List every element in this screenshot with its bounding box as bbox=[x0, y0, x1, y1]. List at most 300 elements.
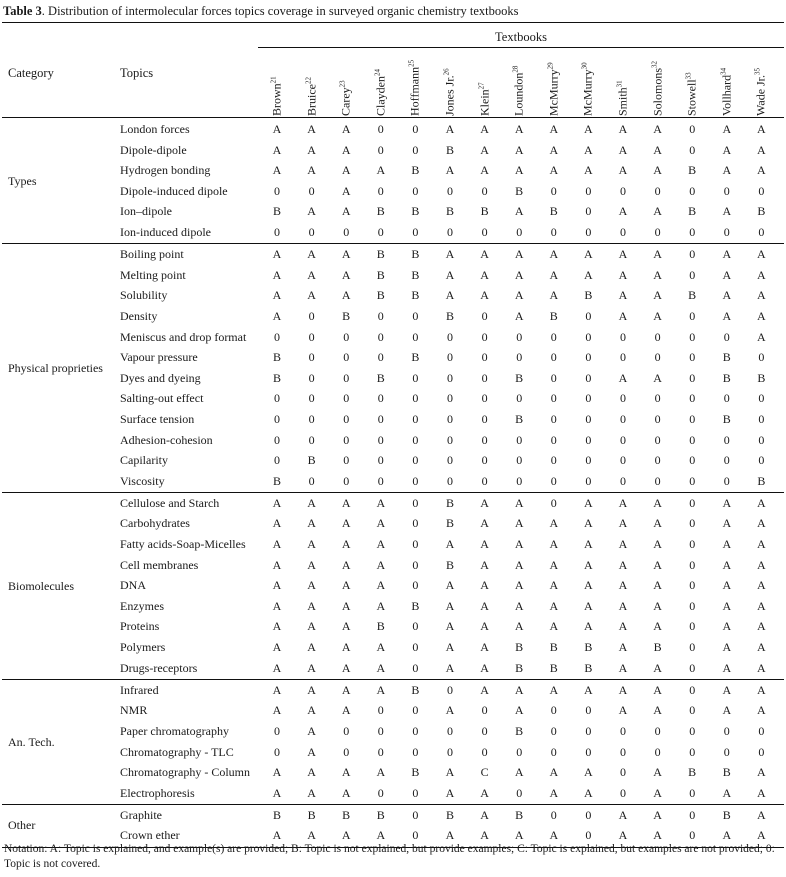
coverage-cell: 0 bbox=[308, 225, 315, 239]
coverage-cell: A bbox=[445, 288, 455, 303]
coverage-cell: 0 bbox=[585, 411, 592, 426]
coverage-cell: 0 bbox=[447, 391, 453, 406]
topic-label: Surface tension bbox=[120, 411, 195, 426]
coverage-cell: A bbox=[445, 619, 455, 634]
coverage-cell: 0 bbox=[585, 308, 592, 323]
coverage-cell: 0 bbox=[377, 142, 384, 157]
textbook-ref: 23 bbox=[338, 80, 347, 88]
coverage-cell: 0 bbox=[481, 350, 488, 365]
coverage-cell: 0 bbox=[412, 432, 419, 447]
coverage-cell: 0 bbox=[481, 432, 488, 447]
coverage-cell: 0 bbox=[550, 370, 557, 385]
coverage-cell: C bbox=[480, 765, 489, 780]
coverage-cell: B bbox=[376, 619, 385, 634]
coverage-cell: A bbox=[722, 598, 732, 613]
coverage-cell: B bbox=[342, 308, 351, 323]
coverage-cell: 0 bbox=[620, 225, 626, 239]
coverage-cell: A bbox=[376, 660, 386, 675]
coverage-cell: B bbox=[307, 807, 316, 822]
coverage-cell: B bbox=[515, 370, 524, 385]
coverage-cell: 0 bbox=[412, 308, 419, 323]
table-row bbox=[0, 347, 786, 368]
textbook-ref: 33 bbox=[684, 72, 693, 80]
coverage-cell: 0 bbox=[481, 473, 488, 488]
textbook-name: Hoffmann bbox=[407, 66, 422, 116]
coverage-cell: 0 bbox=[654, 391, 661, 406]
coverage-cell: A bbox=[618, 122, 628, 136]
coverage-cell: A bbox=[584, 619, 593, 634]
coverage-cell: A bbox=[307, 785, 316, 800]
coverage-cell: A bbox=[272, 557, 282, 572]
coverage-cell: A bbox=[445, 247, 455, 262]
coverage-cell: A bbox=[341, 828, 351, 843]
topic-label: Melting point bbox=[120, 267, 186, 282]
coverage-cell: A bbox=[341, 183, 351, 198]
coverage-cell: 0 bbox=[481, 391, 488, 406]
coverage-cell: A bbox=[757, 163, 766, 178]
table-row bbox=[0, 181, 786, 202]
textbook-header bbox=[475, 48, 495, 116]
coverage-cell: 0 bbox=[481, 329, 488, 344]
textbook-header bbox=[613, 48, 633, 116]
coverage-cell: A bbox=[722, 495, 732, 510]
textbook-ref: 25 bbox=[407, 59, 416, 67]
coverage-cell: B bbox=[688, 765, 697, 780]
coverage-cell: 0 bbox=[689, 225, 696, 239]
textbook-ref: 24 bbox=[373, 69, 382, 76]
textbooks-header: Textbooks bbox=[495, 30, 547, 44]
coverage-cell: B bbox=[307, 453, 316, 468]
textbook-header bbox=[648, 48, 668, 116]
topic-label: Proteins bbox=[120, 619, 160, 634]
topic-label: Dipole-dipole bbox=[120, 142, 187, 157]
topic-label: Capilarity bbox=[120, 453, 168, 468]
coverage-cell: 0 bbox=[447, 350, 453, 365]
table-row bbox=[0, 513, 786, 534]
coverage-cell: 0 bbox=[758, 391, 765, 406]
coverage-cell: 0 bbox=[481, 183, 488, 198]
coverage-cell: B bbox=[376, 247, 385, 262]
coverage-cell: A bbox=[618, 370, 628, 385]
coverage-cell: 0 bbox=[377, 225, 384, 239]
coverage-cell: B bbox=[272, 370, 281, 385]
coverage-cell: 0 bbox=[550, 183, 557, 198]
coverage-cell: 0 bbox=[620, 744, 626, 759]
table-row bbox=[0, 534, 786, 555]
coverage-cell: B bbox=[584, 640, 593, 654]
coverage-cell: 0 bbox=[585, 391, 592, 406]
coverage-cell: 0 bbox=[412, 828, 419, 843]
coverage-cell: B bbox=[272, 350, 281, 365]
coverage-cell: 0 bbox=[343, 473, 350, 488]
coverage-cell: 0 bbox=[377, 723, 384, 738]
coverage-cell: B bbox=[445, 557, 454, 572]
coverage-cell: 0 bbox=[377, 703, 384, 718]
coverage-cell: A bbox=[341, 537, 351, 551]
coverage-cell: A bbox=[514, 308, 524, 323]
category-label: Physical proprieties bbox=[8, 360, 103, 375]
top-rule bbox=[2, 22, 784, 23]
coverage-cell: A bbox=[722, 785, 732, 800]
coverage-cell: A bbox=[757, 703, 766, 718]
topics-header: Topics bbox=[120, 66, 154, 80]
table-row bbox=[0, 596, 786, 617]
coverage-cell: B bbox=[376, 807, 385, 822]
topic-label: Ion–dipole bbox=[120, 204, 172, 219]
coverage-cell: A bbox=[480, 267, 489, 282]
coverage-cell: A bbox=[445, 537, 455, 551]
coverage-cell: 0 bbox=[308, 391, 315, 406]
topic-label: Boiling point bbox=[120, 247, 184, 262]
coverage-cell: 0 bbox=[723, 329, 730, 344]
coverage-cell: A bbox=[653, 578, 662, 593]
coverage-cell: B bbox=[757, 473, 766, 488]
coverage-cell: 0 bbox=[758, 225, 765, 239]
topic-label: Hydrogen bonding bbox=[120, 163, 211, 178]
textbook-ref: 21 bbox=[269, 76, 278, 84]
coverage-cell: A bbox=[549, 537, 559, 551]
coverage-cell: A bbox=[584, 142, 593, 157]
coverage-cell: A bbox=[480, 122, 489, 136]
coverage-cell: A bbox=[757, 142, 766, 157]
coverage-cell: A bbox=[549, 765, 559, 780]
coverage-cell: A bbox=[584, 537, 593, 551]
coverage-cell: A bbox=[341, 163, 351, 178]
coverage-cell: 0 bbox=[654, 723, 661, 738]
coverage-cell: 0 bbox=[274, 744, 280, 759]
coverage-cell: A bbox=[272, 703, 282, 718]
coverage-cell: 0 bbox=[654, 411, 661, 426]
coverage-cell: A bbox=[757, 640, 766, 654]
coverage-cell: 0 bbox=[481, 723, 488, 738]
coverage-cell: B bbox=[722, 765, 731, 780]
table-row bbox=[0, 306, 786, 327]
coverage-cell: 0 bbox=[412, 122, 419, 136]
coverage-cell: A bbox=[584, 495, 593, 510]
coverage-cell: A bbox=[618, 142, 628, 157]
topic-label: Carbohydrates bbox=[120, 516, 190, 531]
coverage-cell: A bbox=[722, 267, 732, 282]
coverage-cell: 0 bbox=[481, 225, 488, 239]
coverage-cell: B bbox=[411, 267, 420, 282]
coverage-cell: A bbox=[653, 267, 662, 282]
coverage-cell: B bbox=[653, 640, 662, 654]
coverage-cell: A bbox=[480, 537, 489, 551]
coverage-cell: A bbox=[445, 703, 455, 718]
coverage-cell: A bbox=[272, 516, 282, 531]
coverage-cell: 0 bbox=[620, 183, 626, 198]
table-row bbox=[0, 388, 786, 409]
coverage-cell: A bbox=[480, 807, 489, 822]
coverage-cell: A bbox=[480, 142, 489, 157]
coverage-cell: 0 bbox=[516, 225, 523, 239]
coverage-cell: 0 bbox=[412, 516, 419, 531]
coverage-cell: 0 bbox=[308, 370, 315, 385]
coverage-cell: A bbox=[445, 578, 455, 593]
coverage-cell: 0 bbox=[689, 516, 696, 531]
coverage-cell: A bbox=[514, 247, 524, 262]
coverage-cell: 0 bbox=[689, 619, 696, 634]
category-label: An. Tech. bbox=[8, 734, 55, 749]
coverage-cell: A bbox=[272, 142, 282, 157]
coverage-cell: 0 bbox=[723, 723, 730, 738]
coverage-cell: 0 bbox=[274, 411, 280, 426]
coverage-cell: A bbox=[722, 163, 732, 178]
coverage-cell: 0 bbox=[550, 453, 557, 468]
textbook-ref: 34 bbox=[719, 67, 728, 75]
coverage-cell: A bbox=[341, 495, 351, 510]
coverage-cell: A bbox=[757, 578, 766, 593]
coverage-cell: B bbox=[411, 765, 420, 780]
coverage-cell: 0 bbox=[343, 453, 350, 468]
coverage-cell: A bbox=[584, 557, 593, 572]
topic-label: Dipole-induced dipole bbox=[120, 183, 228, 198]
coverage-cell: 0 bbox=[516, 785, 523, 800]
coverage-cell: A bbox=[757, 308, 766, 323]
textbook-ref: 26 bbox=[442, 68, 451, 76]
coverage-cell: A bbox=[307, 765, 316, 780]
category-label: Types bbox=[8, 173, 37, 188]
coverage-cell: B bbox=[411, 163, 420, 178]
coverage-cell: 0 bbox=[758, 411, 765, 426]
table-row bbox=[0, 160, 786, 181]
coverage-cell: B bbox=[411, 247, 420, 262]
textbook-header bbox=[302, 48, 322, 116]
coverage-cell: A bbox=[341, 640, 351, 654]
coverage-cell: 0 bbox=[308, 411, 315, 426]
coverage-cell: A bbox=[445, 640, 455, 654]
coverage-cell: 0 bbox=[412, 142, 419, 157]
table-row bbox=[0, 409, 786, 430]
coverage-cell: 0 bbox=[689, 247, 696, 262]
coverage-cell: 0 bbox=[308, 308, 315, 323]
coverage-cell: A bbox=[653, 660, 662, 675]
coverage-cell: 0 bbox=[516, 350, 523, 365]
textbook-header bbox=[267, 48, 287, 116]
coverage-cell: A bbox=[584, 765, 593, 780]
coverage-cell: 0 bbox=[447, 473, 453, 488]
topic-label: Graphite bbox=[120, 807, 162, 822]
coverage-cell: 0 bbox=[343, 432, 350, 447]
coverage-cell: A bbox=[272, 682, 282, 697]
coverage-cell: A bbox=[307, 537, 316, 551]
coverage-cell: 0 bbox=[620, 432, 626, 447]
coverage-cell: 0 bbox=[412, 723, 419, 738]
coverage-cell: A bbox=[514, 537, 524, 551]
coverage-cell: A bbox=[618, 703, 628, 718]
coverage-cell: A bbox=[653, 682, 662, 697]
coverage-cell: 0 bbox=[689, 473, 696, 488]
coverage-cell: 0 bbox=[308, 473, 315, 488]
topic-label: Fatty acids-Soap-Micelles bbox=[120, 537, 246, 551]
coverage-cell: A bbox=[653, 598, 662, 613]
textbook-name: Solomons bbox=[650, 67, 665, 116]
coverage-cell: A bbox=[376, 828, 386, 843]
coverage-cell: 0 bbox=[412, 391, 419, 406]
coverage-cell: B bbox=[445, 495, 454, 510]
textbook-header bbox=[371, 48, 391, 116]
coverage-cell: A bbox=[722, 578, 732, 593]
coverage-cell: A bbox=[757, 785, 766, 800]
coverage-cell: A bbox=[376, 557, 386, 572]
coverage-cell: 0 bbox=[620, 350, 626, 365]
coverage-cell: 0 bbox=[447, 329, 453, 344]
coverage-cell: A bbox=[341, 247, 351, 262]
coverage-cell: A bbox=[584, 598, 593, 613]
coverage-cell: 0 bbox=[758, 453, 765, 468]
coverage-cell: 0 bbox=[377, 391, 384, 406]
coverage-cell: B bbox=[688, 288, 697, 303]
coverage-cell: 0 bbox=[274, 432, 280, 447]
coverage-cell: A bbox=[272, 537, 282, 551]
coverage-cell: 0 bbox=[308, 329, 315, 344]
coverage-cell: 0 bbox=[620, 785, 626, 800]
coverage-cell: A bbox=[307, 142, 316, 157]
coverage-cell: 0 bbox=[689, 495, 696, 510]
coverage-cell: 0 bbox=[550, 495, 557, 510]
coverage-cell: A bbox=[307, 682, 316, 697]
coverage-cell: B bbox=[411, 288, 420, 303]
coverage-cell: A bbox=[757, 247, 766, 262]
coverage-cell: 0 bbox=[308, 183, 315, 198]
coverage-cell: 0 bbox=[377, 432, 384, 447]
coverage-cell: A bbox=[480, 247, 489, 262]
textbook-name: Bruice bbox=[304, 84, 319, 116]
textbook-name: Jones Jr. bbox=[442, 75, 457, 116]
coverage-cell: 0 bbox=[377, 744, 384, 759]
textbook-header bbox=[717, 48, 737, 116]
coverage-cell: A bbox=[341, 765, 351, 780]
coverage-cell: 0 bbox=[412, 329, 419, 344]
coverage-cell: A bbox=[341, 598, 351, 613]
coverage-cell: A bbox=[722, 660, 732, 675]
coverage-cell: A bbox=[722, 288, 732, 303]
coverage-cell: A bbox=[480, 640, 489, 654]
topic-label: Crown ether bbox=[120, 828, 180, 843]
coverage-cell: B bbox=[515, 183, 524, 198]
table-row bbox=[0, 140, 786, 161]
coverage-cell: 0 bbox=[412, 473, 419, 488]
coverage-cell: 0 bbox=[516, 473, 523, 488]
coverage-cell: A bbox=[341, 267, 351, 282]
coverage-cell: A bbox=[722, 247, 732, 262]
coverage-cell: A bbox=[514, 142, 524, 157]
table-row bbox=[0, 700, 786, 721]
textbook-ref: 29 bbox=[546, 62, 555, 70]
coverage-cell: A bbox=[514, 598, 524, 613]
coverage-cell: B bbox=[445, 308, 454, 323]
coverage-cell: 0 bbox=[516, 432, 523, 447]
coverage-cell: B bbox=[411, 204, 420, 219]
topic-label: London forces bbox=[120, 122, 190, 136]
coverage-cell: A bbox=[653, 495, 662, 510]
coverage-cell: A bbox=[722, 682, 732, 697]
coverage-cell: 0 bbox=[620, 723, 626, 738]
coverage-cell: A bbox=[549, 682, 559, 697]
coverage-cell: A bbox=[653, 537, 662, 551]
coverage-cell: 0 bbox=[689, 183, 696, 198]
textbook-header bbox=[578, 48, 598, 116]
coverage-cell: A bbox=[514, 163, 524, 178]
coverage-cell: A bbox=[618, 557, 628, 572]
coverage-cell: 0 bbox=[343, 225, 350, 239]
coverage-cell: A bbox=[514, 828, 524, 843]
coverage-cell: 0 bbox=[343, 411, 350, 426]
table-row bbox=[0, 327, 786, 348]
coverage-cell: A bbox=[549, 828, 559, 843]
coverage-cell: A bbox=[757, 537, 766, 551]
coverage-cell: A bbox=[272, 288, 282, 303]
coverage-cell: A bbox=[757, 660, 766, 675]
topic-label: DNA bbox=[120, 578, 146, 593]
coverage-cell: A bbox=[653, 785, 662, 800]
coverage-cell: A bbox=[757, 682, 766, 697]
coverage-cell: A bbox=[480, 163, 489, 178]
coverage-cell: A bbox=[618, 495, 628, 510]
coverage-cell: A bbox=[307, 495, 316, 510]
coverage-cell: 0 bbox=[689, 598, 696, 613]
coverage-cell: A bbox=[653, 204, 662, 219]
coverage-cell: A bbox=[376, 578, 386, 593]
coverage-cell: 0 bbox=[412, 183, 419, 198]
coverage-cell: A bbox=[307, 267, 316, 282]
textbook-headers bbox=[0, 48, 786, 116]
coverage-cell: 0 bbox=[550, 703, 557, 718]
coverage-cell: B bbox=[515, 660, 524, 675]
coverage-cell: 0 bbox=[447, 411, 453, 426]
coverage-cell: 0 bbox=[447, 370, 453, 385]
coverage-cell: B bbox=[272, 473, 281, 488]
coverage-cell: 0 bbox=[654, 453, 661, 468]
coverage-cell: A bbox=[307, 640, 316, 654]
coverage-cell: A bbox=[757, 516, 766, 531]
coverage-cell: A bbox=[307, 516, 316, 531]
coverage-cell: A bbox=[480, 516, 489, 531]
coverage-cell: 0 bbox=[274, 183, 280, 198]
coverage-cell: 0 bbox=[689, 703, 696, 718]
coverage-cell: 0 bbox=[585, 204, 592, 219]
caption-text: . Distribution of intermolecular forces topics coverage in surveyed organic chemistry textbooks bbox=[41, 4, 519, 18]
coverage-cell: B bbox=[376, 288, 385, 303]
coverage-cell: B bbox=[445, 807, 454, 822]
topic-label: Chromatography - TLC bbox=[120, 744, 234, 759]
coverage-cell: 0 bbox=[412, 411, 419, 426]
coverage-cell: 0 bbox=[654, 350, 661, 365]
textbook-header bbox=[751, 48, 771, 116]
coverage-cell: A bbox=[514, 557, 524, 572]
coverage-cell: A bbox=[307, 557, 316, 572]
coverage-cell: A bbox=[480, 682, 489, 697]
coverage-cell: A bbox=[549, 122, 559, 136]
topic-label: Density bbox=[120, 308, 158, 323]
coverage-cell: B bbox=[549, 308, 558, 323]
coverage-cell: A bbox=[653, 247, 662, 262]
coverage-cell: A bbox=[653, 703, 662, 718]
coverage-cell: 0 bbox=[723, 744, 730, 759]
coverage-cell: A bbox=[272, 122, 282, 136]
textbook-ref: 35 bbox=[753, 67, 762, 75]
coverage-cell: B bbox=[549, 204, 558, 219]
coverage-cell: 0 bbox=[758, 744, 765, 759]
coverage-cell: A bbox=[653, 619, 662, 634]
coverage-cell: B bbox=[376, 267, 385, 282]
coverage-cell: A bbox=[307, 723, 316, 738]
coverage-cell: 0 bbox=[377, 473, 384, 488]
coverage-cell: 0 bbox=[689, 391, 696, 406]
coverage-cell: A bbox=[618, 267, 628, 282]
coverage-cell: 0 bbox=[585, 807, 592, 822]
coverage-cell: 0 bbox=[447, 453, 453, 468]
